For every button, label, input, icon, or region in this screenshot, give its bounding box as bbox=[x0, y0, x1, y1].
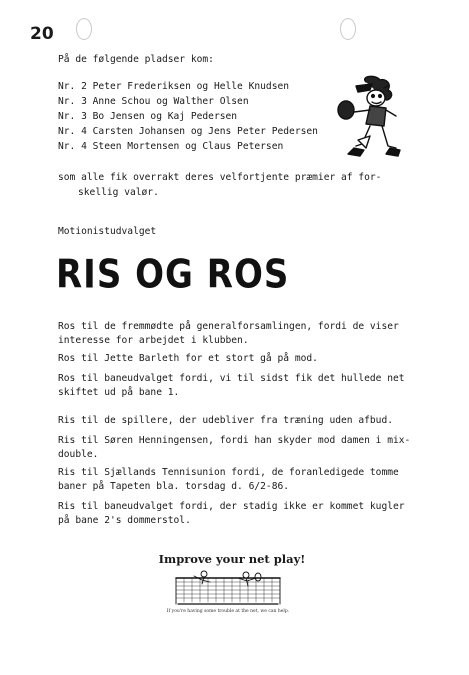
comment-line: double. bbox=[58, 449, 99, 460]
summary-line: skellig valør. bbox=[78, 187, 159, 198]
advertisement bbox=[148, 552, 308, 614]
comment-line: Ris til Sjællands Tennisunion fordi, de foranledigede tomme bbox=[58, 467, 399, 478]
headline: RIS OG ROS bbox=[56, 252, 290, 298]
placement-item: Nr. 4 Carsten Johansen og Jens Peter Pedersen bbox=[58, 126, 318, 137]
intro-text: På de følgende pladser kom: bbox=[58, 54, 214, 65]
comment-line: skiftet ud på bane 1. bbox=[58, 387, 180, 398]
tennis-net-cartoon-icon bbox=[168, 568, 288, 608]
comment-item bbox=[58, 466, 438, 494]
tennis-player-cartoon-icon bbox=[336, 74, 402, 160]
comment-line: Ris til Søren Henningensen, fordi han skyder mod damen i mix- bbox=[58, 435, 411, 446]
comment-line: på bane 2's dommerstol. bbox=[58, 515, 191, 526]
comment-line: Ris til de spillere, der udebliver fra træning uden afbud. bbox=[58, 415, 394, 426]
placement-item: Nr. 4 Steen Mortensen og Claus Petersen bbox=[58, 141, 284, 152]
comment-item bbox=[58, 414, 438, 428]
comment-line: interesse for arbejdet i klubben. bbox=[58, 335, 249, 346]
section-label: Motionistudvalget bbox=[58, 226, 157, 237]
comment-line: baner på Tapeten bla. torsdag d. 6/2-86. bbox=[58, 481, 290, 492]
placement-item: Nr. 3 Anne Schou og Walther Olsen bbox=[58, 96, 249, 107]
comment-item bbox=[58, 372, 438, 400]
comment-item bbox=[58, 500, 438, 528]
ad-caption: If you're having some trouble at the net, we can help. bbox=[166, 609, 290, 614]
ad-title: Improve your net play! bbox=[158, 552, 306, 566]
summary-text bbox=[58, 170, 428, 200]
comment-item bbox=[58, 434, 438, 462]
comment-line: Ros til de fremmødte på generalforsamlingen, fordi de viser bbox=[58, 321, 399, 332]
comment-line: Ros til baneudvalget fordi, vi til sidst fik det hullede net bbox=[58, 373, 405, 384]
placement-item: Nr. 2 Peter Frederiksen og Helle Knudsen bbox=[58, 81, 290, 92]
comment-line: Ris til baneudvalget fordi, der stadig ikke er kommet kugler bbox=[58, 501, 405, 512]
punch-hole-right bbox=[340, 18, 356, 40]
punch-hole-left bbox=[76, 18, 92, 40]
placements-list bbox=[58, 79, 318, 154]
comment-item bbox=[58, 352, 438, 366]
comment-line: Ros til Jette Barleth for et stort gå på mod. bbox=[58, 353, 318, 364]
placement-item: Nr. 3 Bo Jensen og Kaj Pedersen bbox=[58, 111, 238, 122]
page-number: 20 bbox=[30, 24, 54, 44]
summary-line: som alle fik overrakt deres velfortjente præmier af for- bbox=[58, 172, 382, 183]
comment-item bbox=[58, 320, 438, 348]
